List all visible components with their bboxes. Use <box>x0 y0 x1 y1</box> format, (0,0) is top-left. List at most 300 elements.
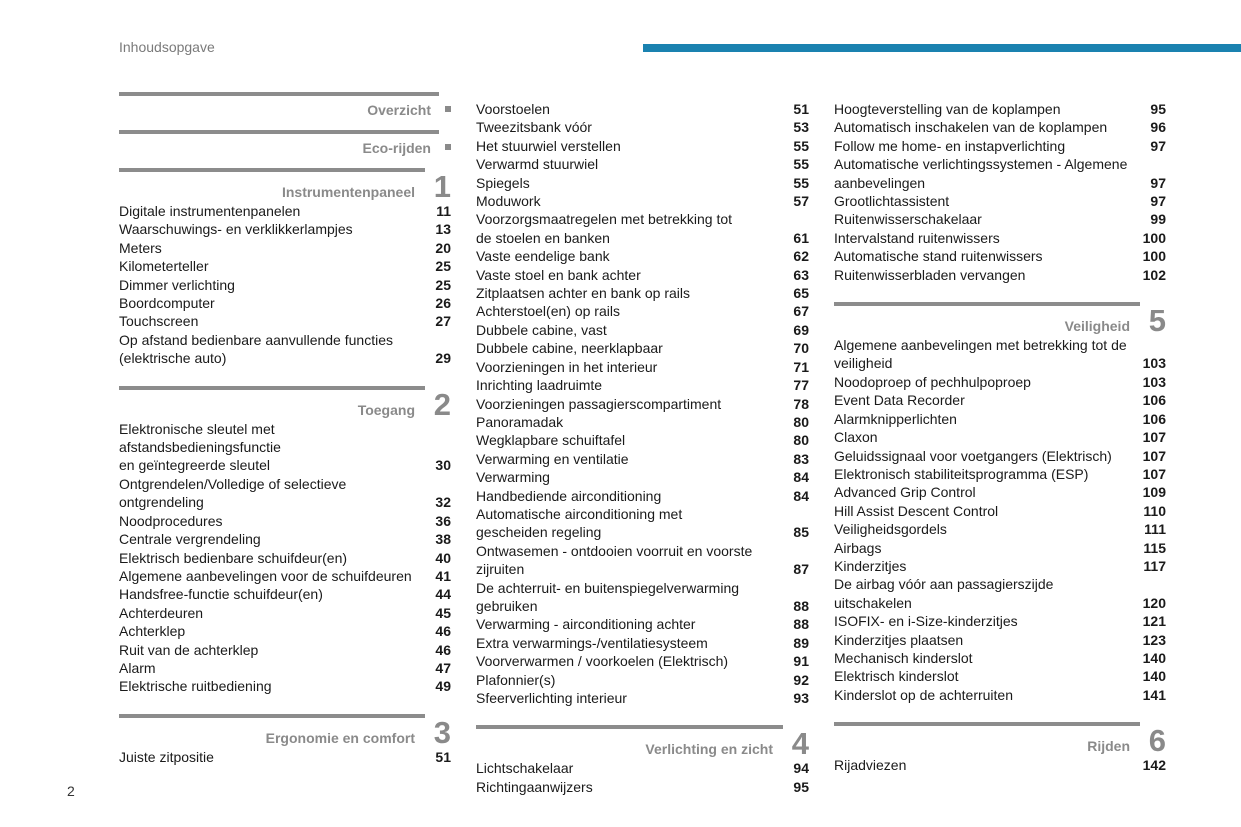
toc-entry[interactable] <box>119 748 451 766</box>
toc-entry-page: 40 <box>435 549 451 566</box>
toc-entry-page: 97 <box>1150 193 1166 210</box>
toc-entry-title: Spiegels <box>476 174 530 191</box>
toc-entry[interactable] <box>119 456 451 474</box>
toc-entry-title: Automatische verlichtingssystemen - Algemene <box>834 156 1128 173</box>
toc-entry-title: Sfeerverlichting interieur <box>476 690 627 706</box>
toc-entry-page: 20 <box>435 239 451 256</box>
toc-entry-title: en geïntegreerde sleutel <box>119 457 270 474</box>
toc-entry-title: Elektrische ruitbediening <box>119 678 272 695</box>
toc-entry[interactable] <box>476 652 809 670</box>
toc-entry[interactable] <box>476 155 809 173</box>
toc-entry-title: Op afstand bedienbare aanvullende functies <box>119 331 393 348</box>
section-rule <box>834 302 1140 306</box>
toc-entry-title: Achterdeuren <box>119 604 204 621</box>
section-number: 1 <box>433 169 451 204</box>
toc-entry-page: 63 <box>793 266 809 283</box>
toc-entry-title: Wegklapbare schuiftafel <box>476 432 626 449</box>
toc-column-1 <box>119 92 451 766</box>
toc-entry-page: 25 <box>435 276 451 293</box>
toc-entry-title: Ruit van de achterklep <box>119 641 259 658</box>
toc-entry-page: 140 <box>1142 668 1166 685</box>
section-number: 6 <box>1148 723 1166 759</box>
toc-entry[interactable] <box>834 557 1166 575</box>
toc-entry-page: 47 <box>435 659 451 676</box>
page-header-title: Inhoudsopgave <box>119 39 215 55</box>
toc-entry-page: 11 <box>436 203 451 219</box>
toc-entry-page: 65 <box>793 285 809 302</box>
toc-entry-title: Ontgrendelen/Volledige of selectieve ontgrendeling <box>119 475 347 511</box>
toc-entry[interactable] <box>476 634 809 652</box>
toc-entry-page: 55 <box>793 174 809 191</box>
section-number: 2 <box>433 386 451 422</box>
toc-entry[interactable] <box>834 465 1166 483</box>
toc-entry-title: Geluidssignaal voor voetgangers (Elektrisch) <box>834 447 1112 464</box>
toc-entry-title: Airbags <box>834 539 882 556</box>
toc-entry-title: Hoogteverstelling van de koplampen <box>834 101 1061 117</box>
toc-entry-page: 84 <box>793 487 809 504</box>
section-title: Toegang <box>357 401 415 418</box>
section-heading[interactable] <box>119 714 451 748</box>
section-rule <box>119 168 425 172</box>
toc-entry[interactable] <box>476 579 809 616</box>
toc-entry-page: 30 <box>435 457 451 474</box>
toc-entry-title: Kinderzitjes <box>834 557 907 574</box>
toc-entry[interactable] <box>476 339 809 357</box>
toc-entry[interactable] <box>119 604 451 622</box>
toc-entry-title: Grootlichtassistent <box>834 193 950 210</box>
toc-entry-title: Vaste eendelige bank <box>476 248 610 265</box>
toc-entry-page: 117 <box>1143 557 1166 574</box>
toc-entry-page: 87 <box>793 561 809 578</box>
toc-entry-page: 111 <box>1144 521 1166 538</box>
toc-entry[interactable] <box>119 659 451 677</box>
toc-entry[interactable] <box>119 257 451 275</box>
toc-entry-page: 51 <box>793 101 809 117</box>
toc-entry[interactable] <box>476 302 809 320</box>
toc-entry-title: Automatische airconditioning met <box>476 505 683 522</box>
toc-entry[interactable] <box>834 391 1166 409</box>
toc-entry-page: 141 <box>1142 686 1166 703</box>
toc-section <box>834 302 1166 704</box>
toc-entry[interactable] <box>476 468 809 486</box>
toc-entry[interactable] <box>834 575 1166 612</box>
toc-entry-page: 80 <box>793 413 809 430</box>
toc-entry-title: Voorzorgsmaatregelen met betrekking tot <box>476 211 733 228</box>
toc-entry[interactable] <box>834 483 1166 501</box>
toc-entry-title: Hill Assist Descent Control <box>834 502 999 519</box>
section-title: Ergonomie en comfort <box>265 729 415 746</box>
toc-entry-title: Zitplaatsen achter en bank op rails <box>476 285 691 302</box>
toc-entry-title: Dubbele cabine, neerklapbaar <box>476 340 663 357</box>
section-title: Verlichting en zicht <box>645 741 773 758</box>
toc-section <box>834 722 1166 774</box>
toc-entry-title: Dubbele cabine, vast <box>476 321 607 338</box>
toc-entry-title: Achterstoel(en) op rails <box>476 303 620 320</box>
toc-entry[interactable] <box>119 312 451 330</box>
toc-entry-title: Inrichting laadruimte <box>476 377 603 394</box>
toc-entry[interactable] <box>834 336 1166 354</box>
toc-entry[interactable] <box>834 210 1166 228</box>
toc-entry-page: 26 <box>435 295 451 312</box>
toc-entry-page: 77 <box>793 377 809 394</box>
toc-entry-title: Advanced Grip Control <box>834 484 976 501</box>
toc-entry-page: 38 <box>435 531 451 548</box>
toc-entry[interactable] <box>119 622 451 640</box>
toc-entry[interactable] <box>119 239 451 257</box>
section-heading[interactable] <box>119 386 451 420</box>
toc-entry-title: Ruitenwisserschakelaar <box>834 211 982 228</box>
toc-entry-page: 67 <box>793 303 809 320</box>
toc-entry-page: 121 <box>1142 613 1166 630</box>
toc-entry-title: Richtingaanwijzers <box>476 778 593 795</box>
toc-entry-page: 99 <box>1150 211 1166 228</box>
toc-entry[interactable] <box>119 420 451 457</box>
toc-entry[interactable] <box>476 266 809 284</box>
toc-entry-title: Handsfree-functie schuifdeur(en) <box>119 586 323 603</box>
toc-entry-page: 95 <box>793 778 809 795</box>
toc-entry-title: Panoramadak <box>476 413 564 430</box>
toc-entry[interactable] <box>834 649 1166 667</box>
toc-entry-title: Alarm <box>119 659 156 676</box>
toc-entry-title: aanbevelingen <box>834 174 926 191</box>
section-rule <box>119 714 425 718</box>
toc-entry-page: 106 <box>1142 410 1166 427</box>
toc-section <box>119 168 451 368</box>
toc-entry[interactable] <box>119 349 451 367</box>
toc-entry-title: Waarschuwings- en verklikkerlampjes <box>119 221 353 238</box>
section-title: Veiligheid <box>1064 318 1130 335</box>
toc-entry-title: Automatische stand ruitenwissers <box>834 248 1043 265</box>
toc-entry[interactable] <box>476 689 809 707</box>
section-title: Eco-rijden <box>362 140 431 156</box>
toc-entry-page: 55 <box>793 137 809 154</box>
toc-entry-page: 83 <box>793 450 809 467</box>
square-bullet-icon <box>445 106 451 112</box>
section-number: 3 <box>433 714 451 750</box>
toc-section <box>119 130 451 164</box>
toc-entry-title: Event Data Recorder <box>834 392 965 409</box>
toc-entry-page: 140 <box>1142 649 1166 666</box>
toc-entry-title: Mechanisch kinderslot <box>834 649 973 666</box>
toc-entry-page: 97 <box>1150 137 1166 154</box>
toc-entry[interactable] <box>476 487 809 505</box>
section-rule <box>834 722 1140 726</box>
toc-entry[interactable] <box>834 447 1166 465</box>
toc-entry[interactable] <box>119 294 451 312</box>
toc-entry-page: 29 <box>435 350 451 367</box>
toc-entry[interactable] <box>476 759 809 777</box>
toc-entry[interactable] <box>834 137 1166 155</box>
toc-section <box>834 92 1166 284</box>
toc-entry-title: Kinderslot op de achterruiten <box>834 686 1013 703</box>
toc-entry[interactable] <box>119 530 451 548</box>
toc-entry-page: 61 <box>793 229 809 246</box>
toc-entry[interactable] <box>476 247 809 265</box>
section-title: Rijden <box>1087 738 1130 755</box>
toc-entry[interactable] <box>119 567 451 585</box>
toc-entry-page: 96 <box>1150 119 1166 136</box>
toc-entry[interactable] <box>119 641 451 659</box>
toc-section <box>476 725 809 796</box>
toc-entry[interactable] <box>834 192 1166 210</box>
toc-section <box>119 714 451 766</box>
section-rule <box>119 130 439 134</box>
toc-entry[interactable] <box>476 505 809 523</box>
toc-entry[interactable] <box>119 475 451 512</box>
toc-entry-title: Achterklep <box>119 623 186 640</box>
toc-entry[interactable] <box>476 395 809 413</box>
toc-entry-title: gescheiden regeling <box>476 524 602 541</box>
toc-entry-page: 115 <box>1143 539 1166 556</box>
toc-entry-title: Verwarming <box>476 469 550 486</box>
toc-entry[interactable] <box>834 410 1166 428</box>
toc-entry[interactable] <box>119 585 451 603</box>
toc-entry[interactable] <box>476 321 809 339</box>
toc-entry-title: Claxon <box>834 429 878 446</box>
toc-entry-page: 92 <box>793 671 809 688</box>
toc-entry[interactable] <box>834 118 1166 136</box>
toc-entry-page: 107 <box>1142 465 1166 482</box>
toc-entry-page: 142 <box>1142 757 1166 774</box>
toc-entry-title: Boordcomputer <box>119 295 215 312</box>
toc-entry-title: Algemene aanbevelingen voor de schuifdeuren <box>119 567 412 584</box>
toc-entry[interactable] <box>476 137 809 155</box>
toc-entry-title: Centrale vergrendeling <box>119 531 261 548</box>
toc-entry[interactable] <box>834 100 1166 118</box>
toc-entry-title: Plafonnier(s) <box>476 671 556 688</box>
toc-entry[interactable] <box>119 220 451 238</box>
toc-entry[interactable] <box>476 210 809 228</box>
toc-entry-page: 78 <box>793 395 809 412</box>
toc-entry[interactable] <box>476 671 809 689</box>
toc-entry-title: Kinderzitjes plaatsen <box>834 631 964 648</box>
toc-entry-page: 109 <box>1142 484 1166 501</box>
toc-entry-title: Digitale instrumentenpanelen <box>119 203 301 219</box>
section-title: Overzicht <box>367 102 431 118</box>
toc-entry-page: 89 <box>793 634 809 651</box>
toc-entry[interactable] <box>834 667 1166 685</box>
toc-column-3 <box>834 92 1166 775</box>
toc-entry[interactable] <box>119 202 451 220</box>
toc-entry-title: De achterruit- en buitenspiegelverwarming gebruiken <box>476 579 740 614</box>
toc-entry-page: 91 <box>793 653 809 670</box>
toc-entry-page: 25 <box>435 258 451 275</box>
toc-entry[interactable] <box>476 118 809 136</box>
toc-entry-page: 107 <box>1142 447 1166 464</box>
toc-entry-title: Vaste stoel en bank achter <box>476 266 641 283</box>
toc-entry-page: 106 <box>1142 392 1166 409</box>
toc-entry-title: Algemene aanbevelingen met betrekking tot de <box>834 337 1127 354</box>
toc-entry[interactable] <box>476 100 809 118</box>
toc-entry-title: Extra verwarmings-/ventilatiesysteem <box>476 634 708 651</box>
toc-entry[interactable] <box>119 331 451 349</box>
toc-entry-page: 32 <box>435 494 451 511</box>
toc-entry-title: Follow me home- en instapverlichting <box>834 137 1066 154</box>
section-number: 4 <box>791 726 809 762</box>
section-rule <box>119 386 425 390</box>
toc-entry[interactable] <box>834 155 1166 173</box>
toc-entry[interactable] <box>834 686 1166 704</box>
toc-entry-title: Intervalstand ruitenwissers <box>834 229 1000 246</box>
toc-column-2 <box>476 92 809 796</box>
toc-entry-title: Touchscreen <box>119 313 199 330</box>
toc-entry-title: Kilometerteller <box>119 258 209 275</box>
toc-entry-title: Noodoproep of pechhulpoproep <box>834 373 1031 390</box>
toc-entry[interactable] <box>476 174 809 192</box>
toc-entry[interactable] <box>476 229 809 247</box>
toc-entry-title: ISOFIX- en i-Size-kinderzitjes <box>834 613 1018 630</box>
toc-entry-page: 95 <box>1150 101 1166 117</box>
toc-entry-title: Elektrisch bedienbare schuifdeur(en) <box>119 549 348 566</box>
toc-entry-title: Ruitenwisserbladen vervangen <box>834 266 1026 283</box>
toc-entry[interactable] <box>119 549 451 567</box>
toc-entry[interactable] <box>834 502 1166 520</box>
toc-entry[interactable] <box>476 450 809 468</box>
toc-entry[interactable] <box>476 778 809 796</box>
toc-entry-title: Het stuurwiel verstellen <box>476 137 621 154</box>
toc-entry-title: Lichtschakelaar <box>476 760 574 777</box>
toc-entry[interactable] <box>476 376 809 394</box>
toc-entry-page: 62 <box>793 248 809 265</box>
toc-entry[interactable] <box>476 615 809 633</box>
toc-entry-title: Voorzieningen passagierscompartiment <box>476 395 722 412</box>
toc-entry-page: 44 <box>435 586 451 603</box>
square-bullet-icon <box>445 144 451 150</box>
toc-entry-title: Moduwork <box>476 193 541 210</box>
toc-entry-page: 100 <box>1142 248 1166 265</box>
section-heading[interactable] <box>476 725 809 762</box>
toc-entry-page: 88 <box>793 616 809 633</box>
toc-entry[interactable] <box>834 373 1166 391</box>
toc-entry-title: Verwarming en ventilatie <box>476 450 629 467</box>
toc-entry-title: Veiligheidsgordels <box>834 521 947 538</box>
section-title: Instrumentenpaneel <box>281 184 415 200</box>
toc-entry[interactable] <box>834 520 1166 538</box>
toc-entry-title: Automatisch inschakelen van de koplampen <box>834 119 1108 136</box>
toc-entry-page: 69 <box>793 321 809 338</box>
toc-entry-page: 71 <box>793 358 809 375</box>
toc-entry-page: 36 <box>435 512 451 529</box>
toc-entry[interactable] <box>834 247 1166 265</box>
toc-entry[interactable] <box>476 192 809 210</box>
toc-entry[interactable] <box>476 413 809 431</box>
toc-entry[interactable] <box>834 354 1166 372</box>
toc-entry-page: 51 <box>435 748 451 765</box>
toc-entry-page: 103 <box>1142 355 1166 372</box>
toc-section <box>119 386 451 696</box>
toc-entry-title: Alarmknipperlichten <box>834 410 957 427</box>
toc-entry[interactable] <box>834 612 1166 630</box>
toc-entry-title: Voorzieningen in het interieur <box>476 358 658 375</box>
toc-entry[interactable] <box>119 276 451 294</box>
section-heading[interactable] <box>834 722 1166 759</box>
toc-entry-title: Rijadviezen <box>834 757 907 774</box>
toc-entry-title: Meters <box>119 239 162 256</box>
toc-entry-page: 110 <box>1143 502 1166 519</box>
toc-entry-page: 102 <box>1142 266 1166 283</box>
toc-entry[interactable] <box>834 428 1166 446</box>
toc-entry-page: 46 <box>435 641 451 658</box>
toc-entry-title: Voorverwarmen / voorkoelen (Elektrisch) <box>476 653 729 670</box>
toc-entry-page: 49 <box>435 678 451 695</box>
section-number: 5 <box>1148 303 1166 339</box>
toc-entry-title: Elektrisch kinderslot <box>834 668 959 685</box>
toc-section <box>119 92 451 126</box>
toc-entry-title: Handbediende airconditioning <box>476 487 662 504</box>
toc-entry[interactable] <box>476 542 809 579</box>
toc-entry-page: 55 <box>793 156 809 173</box>
toc-entry-page: 53 <box>793 119 809 136</box>
toc-entry-title: Dimmer verlichting <box>119 276 235 293</box>
toc-entry-page: 84 <box>793 469 809 486</box>
toc-entry-page: 70 <box>793 340 809 357</box>
section-heading[interactable] <box>119 130 451 164</box>
toc-entry-page: 85 <box>793 524 809 541</box>
toc-entry-page: 107 <box>1142 429 1166 446</box>
toc-entry[interactable] <box>834 631 1166 649</box>
toc-entry[interactable] <box>834 174 1166 192</box>
toc-entry-page: 27 <box>435 313 451 330</box>
toc-entry-title: (elektrische auto) <box>119 350 227 367</box>
header-accent-bar <box>643 44 1241 52</box>
toc-entry-page: 88 <box>793 597 809 614</box>
toc-entry-page: 93 <box>793 690 809 706</box>
toc-entry[interactable] <box>476 523 809 541</box>
toc-entry-title: Ontwasemen - ontdooien voorruit en voorste zijruiten <box>476 542 753 578</box>
toc-entry-page: 94 <box>793 760 809 777</box>
toc-entry-page: 100 <box>1142 229 1166 246</box>
section-heading[interactable] <box>834 302 1166 339</box>
toc-entry-title: Elektronisch stabiliteitsprogramma (ESP) <box>834 465 1089 482</box>
toc-entry-page: 80 <box>793 432 809 449</box>
toc-entry[interactable] <box>476 284 809 302</box>
toc-entry-page: 45 <box>435 604 451 621</box>
toc-entry-title: Elektronische sleutel met afstandsbedieningsfunctie <box>119 420 281 456</box>
toc-entry-page: 123 <box>1142 631 1166 648</box>
toc-entry[interactable] <box>834 229 1166 247</box>
toc-entry[interactable] <box>834 266 1166 284</box>
toc-entry-title: veiligheid <box>834 355 893 372</box>
section-heading[interactable] <box>119 168 451 202</box>
toc-entry-page: 97 <box>1150 174 1166 191</box>
toc-section <box>476 92 809 707</box>
toc-entry-title: De airbag vóór aan passagierszijde uitschakelen <box>834 576 1054 611</box>
toc-entry-page: 103 <box>1142 373 1166 390</box>
toc-entry-title: de stoelen en banken <box>476 229 610 246</box>
section-rule <box>476 725 783 729</box>
toc-entry-page: 13 <box>435 221 451 238</box>
toc-entry-title: Juiste zitpositie <box>119 748 214 765</box>
toc-entry-title: Verwarmd stuurwiel <box>476 156 599 173</box>
section-heading[interactable] <box>119 92 451 126</box>
toc-entry[interactable] <box>476 431 809 449</box>
toc-entry-title: Voorstoelen <box>476 101 550 117</box>
toc-entry-title: Verwarming - airconditioning achter <box>476 616 696 633</box>
toc-entry[interactable] <box>834 539 1166 557</box>
toc-entry[interactable] <box>119 677 451 695</box>
toc-entry-page: 41 <box>435 567 451 584</box>
toc-entry-title: Noodprocedures <box>119 512 223 529</box>
toc-entry-page: 57 <box>793 193 809 210</box>
toc-entry-title: Tweezitsbank vóór <box>476 119 592 136</box>
toc-entry[interactable] <box>834 756 1166 774</box>
toc-entry[interactable] <box>476 358 809 376</box>
toc-entry[interactable] <box>119 512 451 530</box>
toc-entry-page: 46 <box>435 623 451 640</box>
page-number: 2 <box>67 783 75 799</box>
toc-entry-page: 120 <box>1142 594 1166 611</box>
section-rule <box>119 92 439 96</box>
